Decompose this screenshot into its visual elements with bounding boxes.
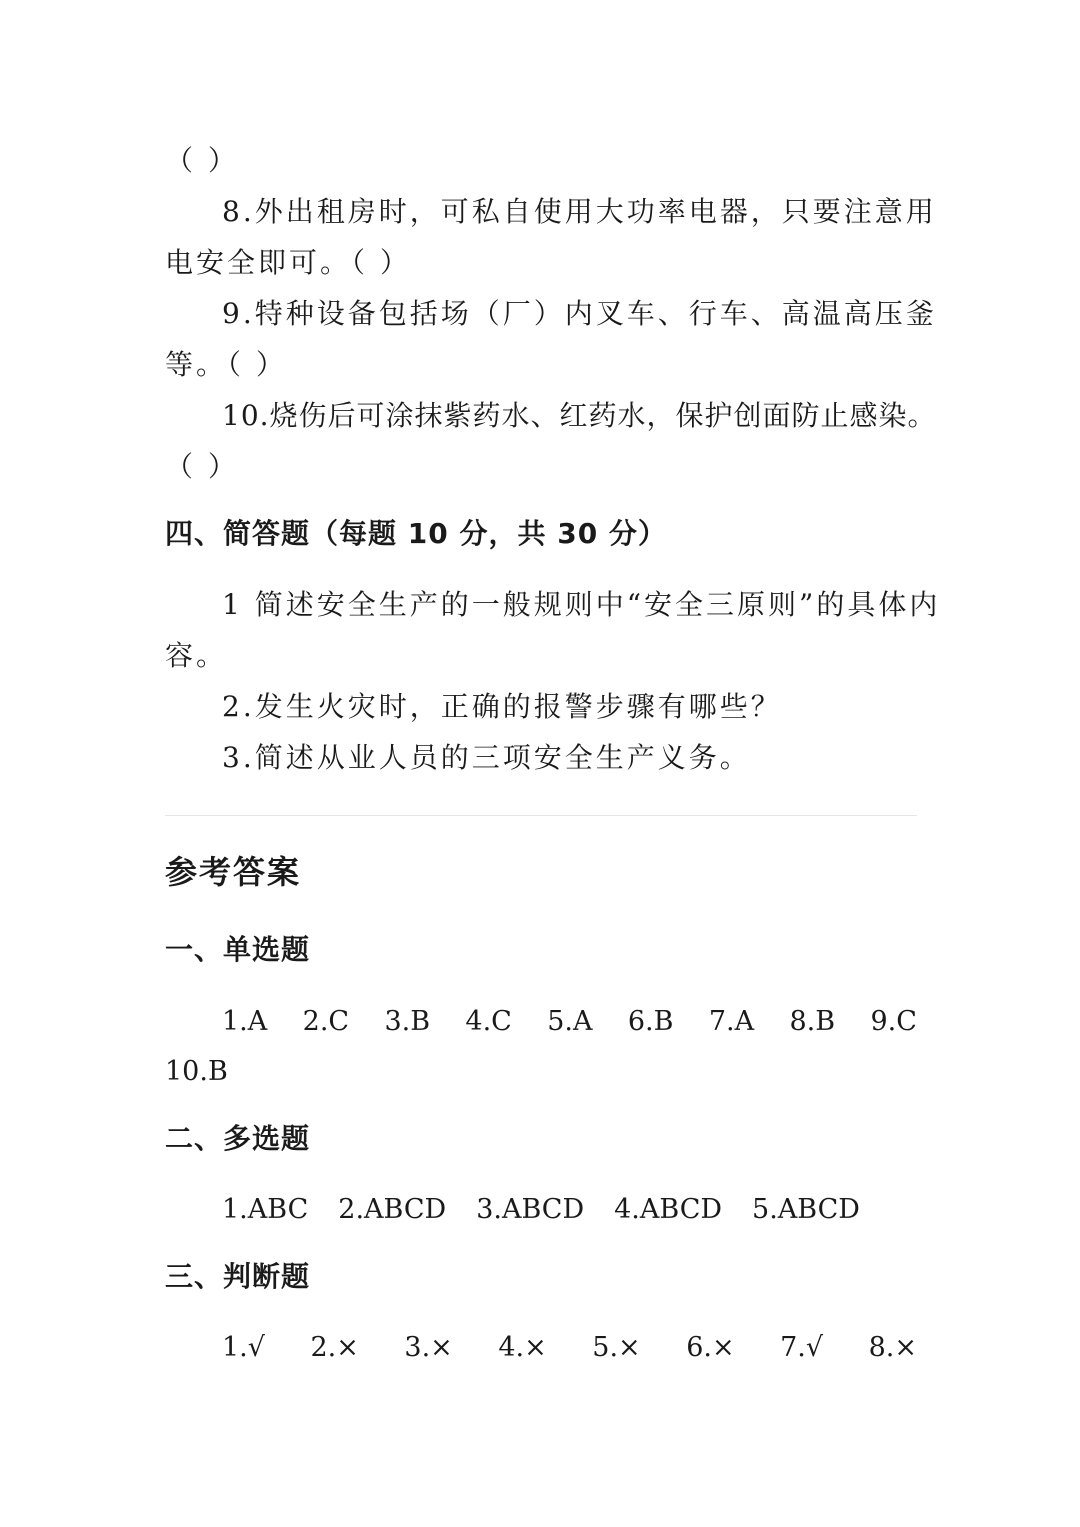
answer-item: 2.ABCD <box>338 1194 447 1225</box>
answer-item: 5.× <box>592 1332 641 1363</box>
answer-item: 4.ABCD <box>614 1194 723 1225</box>
section-divider <box>165 815 917 816</box>
question-9 <box>165 288 937 339</box>
answer-item: 6.× <box>686 1332 735 1363</box>
answer-item: 8.× <box>868 1332 917 1363</box>
short-answer-1-line-2: 容。 <box>165 639 228 672</box>
section-4-heading: 四、简答题（每题 10 分，共 30 分） <box>165 517 667 550</box>
q7-answer-blank <box>165 135 917 186</box>
single-choice-answers-cont <box>165 1052 228 1092</box>
short-answer-3: 3.简述从业人员的三项安全生产义务。 <box>222 741 751 774</box>
answer-item: 1.√ <box>222 1332 265 1363</box>
short-answer-1-cont <box>165 630 917 681</box>
question-10-line-2: （ ） <box>165 450 239 483</box>
question-8 <box>165 186 937 237</box>
answer-item: 4.C <box>465 1006 512 1037</box>
answer-item: 3.× <box>404 1332 453 1363</box>
question-10 <box>165 390 937 441</box>
judgement-answers <box>222 1328 917 1368</box>
answer-item: 4.× <box>498 1332 547 1363</box>
question-8-cont <box>165 237 917 288</box>
question-9-line-2: 等。（ ） <box>165 348 287 381</box>
answer-item: 1.ABC <box>222 1194 309 1225</box>
short-answer-1 <box>165 579 941 630</box>
short-answer-1-line-1: 1 简述安全生产的一般规则中“安全三原则”的具体内 <box>222 588 941 621</box>
answer-item: 2.× <box>310 1332 359 1363</box>
answer-item: 1.A <box>222 1006 268 1037</box>
question-8-line-2: 电安全即可。（ ） <box>165 246 411 279</box>
answer-item: 2.C <box>302 1006 350 1037</box>
multi-choice-answers <box>222 1190 860 1230</box>
answer-item: 5.A <box>547 1006 593 1037</box>
single-choice-heading: 一、单选题 <box>165 933 311 966</box>
answer-item: 7.√ <box>780 1332 824 1363</box>
judgement-heading: 三、判断题 <box>165 1260 311 1293</box>
short-answer-2: 2.发生火灾时，正确的报警步骤有哪些？ <box>222 690 782 723</box>
answer-item: 7.A <box>708 1006 755 1037</box>
answers-heading: 参考答案 <box>165 853 302 891</box>
single-choice-answers <box>222 1002 917 1042</box>
question-8-line-1: 8.外出租房时，可私自使用大功率电器，只要注意用 <box>222 195 937 228</box>
q7-blank-text: （ ） <box>165 144 239 177</box>
answer-item: 6.B <box>627 1006 674 1037</box>
question-9-cont <box>165 339 917 390</box>
question-10-line-1: 10.烧伤后可涂抹紫药水、红药水，保护创面防止感染。 <box>222 399 937 432</box>
multi-choice-heading: 二、多选题 <box>165 1122 311 1155</box>
question-10-cont <box>165 441 917 492</box>
answer-item: 3.B <box>384 1006 431 1037</box>
question-9-line-1: 9.特种设备包括场（厂）内叉车、行车、高温高压釜 <box>222 297 937 330</box>
answer-item: 9.C <box>870 1006 917 1037</box>
answer-item: 3.ABCD <box>476 1194 585 1225</box>
answer-item: 5.ABCD <box>752 1194 860 1225</box>
answer-item: 8.B <box>789 1006 836 1037</box>
answer-item: 10.B <box>165 1056 228 1087</box>
